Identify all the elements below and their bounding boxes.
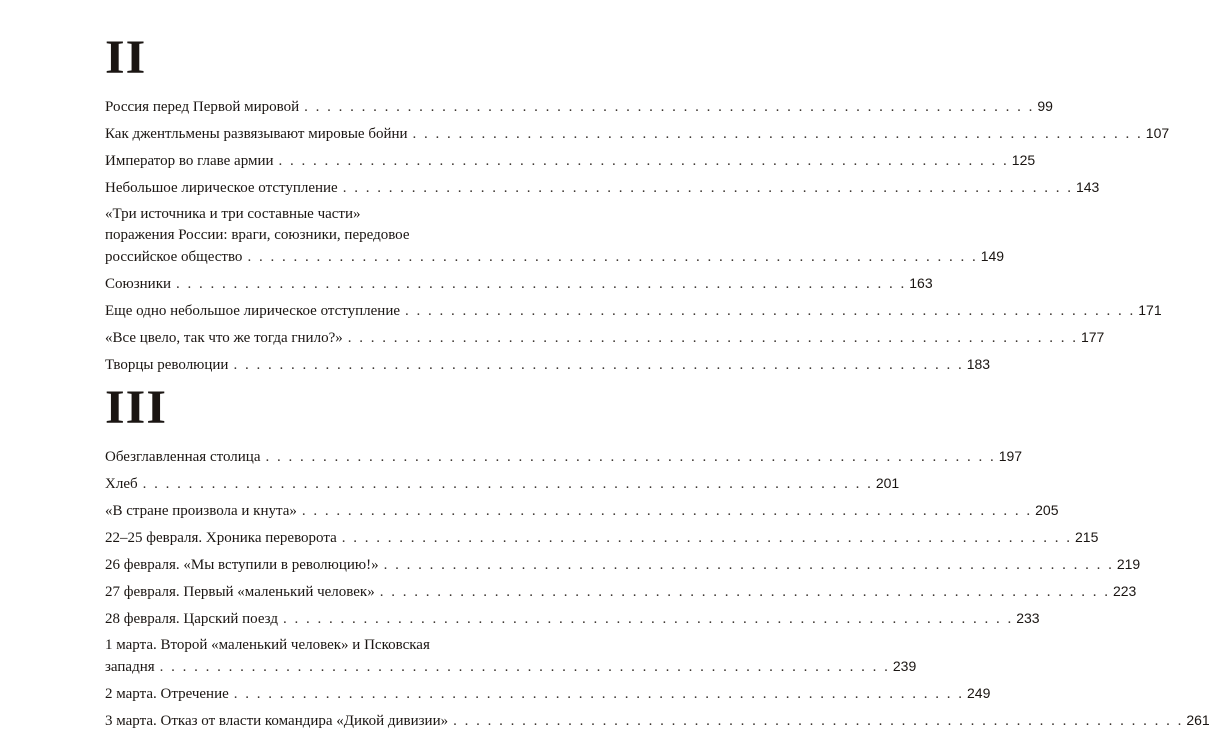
section-numeral: II <box>105 31 147 84</box>
toc-line <box>105 204 515 225</box>
toc-entry-title: «Три источника и три составные части» <box>105 206 361 222</box>
toc-entry[interactable] <box>105 446 1023 468</box>
dot-leader: . . . . . . . . . . . . . . . . . . . . . . . . . . . . . . . . . . . . . . . . . . . . . . . . . . . . . . . . . . . . . . . . <box>405 303 1136 319</box>
toc-entry-title: 2 марта. Отречение <box>105 686 229 702</box>
toc-line <box>105 123 1170 145</box>
toc-page-number: 171 <box>1138 302 1162 318</box>
dot-leader: . . . . . . . . . . . . . . . . . . . . . . . . . . . . . . . . . . . . . . . . . . . . . . . . . . . . . . . . . . . . . . . . <box>301 503 1033 519</box>
toc-page-number: 197 <box>998 448 1023 464</box>
toc-entry-title: 22–25 февраля. Хроника переворота <box>105 530 337 546</box>
toc-page-number: 149 <box>980 248 1005 264</box>
dot-leader: . . . . . . . . . . . . . . . . . . . . . . . . . . . . . . . . . . . . . . . . . . . . . . . . . . . . . . . . . . . . . . . . <box>412 126 1143 142</box>
toc-line <box>105 96 1053 118</box>
toc-entry[interactable] <box>105 150 1036 172</box>
toc-page-number: 201 <box>875 475 900 491</box>
toc-entry[interactable] <box>105 581 1137 603</box>
dot-leader: . . . . . . . . . . . . . . . . . . . . . . . . . . . . . . . . . . . . . . . . . . . . . . . . . . . . . . . . . . . . . . . . <box>342 180 1073 196</box>
dot-leader: . . . . . . . . . . . . . . . . . . . . . . . . . . . . . . . . . . . . . . . . . . . . . . . . . . . . . . . . . . . . . . . . <box>341 530 1073 546</box>
toc-page-number: 205 <box>1035 502 1059 518</box>
toc-page-number: 125 <box>1011 152 1036 168</box>
toc-line <box>105 150 1036 172</box>
dot-leader: . . . . . . . . . . . . . . . . . . . . . . . . . . . . . . . . . . . . . . . . . . . . . . . . . . . . . . . . . . . . . . . . <box>383 557 1114 573</box>
toc-line <box>105 710 1210 732</box>
toc-line <box>105 246 1005 268</box>
toc-page-number: 233 <box>1016 610 1040 626</box>
toc-entry[interactable] <box>105 96 1053 118</box>
toc-line <box>105 581 1137 603</box>
dot-leader: . . . . . . . . . . . . . . . . . . . . . . . . . . . . . . . . . . . . . . . . . . . . . . . . . . . . . . . . . . . . . . . . <box>159 659 890 675</box>
toc-line <box>105 300 1162 322</box>
toc-entry-title: 26 февраля. «Мы вступили в революцию!» <box>105 557 379 573</box>
toc-entry-title: 1 марта. Второй «маленький человек» и Псковская <box>105 637 430 653</box>
toc-entry-title: Небольшое лирическое отступление <box>105 180 338 196</box>
dot-leader: . . . . . . . . . . . . . . . . . . . . . . . . . . . . . . . . . . . . . . . . . . . . . . . . . . . . . . . . . . . . . . . . <box>265 449 996 465</box>
toc-entry[interactable] <box>105 327 1105 349</box>
dot-leader: . . . . . . . . . . . . . . . . . . . . . . . . . . . . . . . . . . . . . . . . . . . . . . . . . . . . . . . . . . . . . . . . <box>247 249 978 265</box>
dot-leader: . . . . . . . . . . . . . . . . . . . . . . . . . . . . . . . . . . . . . . . . . . . . . . . . . . . . . . . . . . . . . . . . <box>176 276 907 292</box>
toc-page-number: 215 <box>1075 529 1099 545</box>
toc-entry-title: «В стране произвола и кнута» <box>105 503 297 519</box>
toc-line <box>105 683 991 705</box>
toc-entry[interactable] <box>105 473 900 495</box>
toc-page-number: 107 <box>1145 125 1170 141</box>
toc-entry[interactable] <box>105 500 1059 522</box>
toc-entry-title: Император во главе армии <box>105 153 274 169</box>
dot-leader: . . . . . . . . . . . . . . . . . . . . . . . . . . . . . . . . . . . . . . . . . . . . . . . . . . . . . . . . . . . . . . . . <box>379 584 1110 600</box>
toc-entry-title: поражения России: враги, союзники, передовое <box>105 227 410 243</box>
dot-leader: . . . . . . . . . . . . . . . . . . . . . . . . . . . . . . . . . . . . . . . . . . . . . . . . . . . . . . . . . . . . . . . . <box>304 99 1035 115</box>
toc-entry[interactable] <box>105 635 917 678</box>
toc-entry-title: 27 февраля. Первый «маленький человек» <box>105 584 375 600</box>
toc-section-3 <box>105 381 1210 737</box>
toc-page-number: 219 <box>1116 556 1141 572</box>
toc-page-number: 183 <box>966 356 991 372</box>
toc-section-2 <box>105 31 1170 381</box>
toc-entry-title: российское общество <box>105 249 243 265</box>
toc-entry-title: Россия перед Первой мировой <box>105 99 300 115</box>
toc-page-number: 239 <box>892 658 917 674</box>
toc-entry-title: 28 февраля. Царский поезд <box>105 611 278 627</box>
dot-leader: . . . . . . . . . . . . . . . . . . . . . . . . . . . . . . . . . . . . . . . . . . . . . . . . . . . . . . . . . . . . . . . . <box>282 611 1014 627</box>
dot-leader: . . . . . . . . . . . . . . . . . . . . . . . . . . . . . . . . . . . . . . . . . . . . . . . . . . . . . . . . . . . . . . . . <box>233 357 964 373</box>
toc-entry-title: 3 марта. Отказ от власти командира «Дикой дивизии» <box>105 713 449 729</box>
toc-entry[interactable] <box>105 123 1170 145</box>
dot-leader: . . . . . . . . . . . . . . . . . . . . . . . . . . . . . . . . . . . . . . . . . . . . . . . . . . . . . . . . . . . . . . . . <box>453 713 1184 729</box>
dot-leader: . . . . . . . . . . . . . . . . . . . . . . . . . . . . . . . . . . . . . . . . . . . . . . . . . . . . . . . . . . . . . . . . <box>142 476 873 492</box>
toc-entry[interactable] <box>105 683 991 705</box>
toc-entry-title: Союзники <box>105 276 172 292</box>
toc-line <box>105 554 1141 576</box>
toc-entry-title: Хлеб <box>105 476 138 492</box>
toc-page-number: 223 <box>1112 583 1137 599</box>
dot-leader: . . . . . . . . . . . . . . . . . . . . . . . . . . . . . . . . . . . . . . . . . . . . . . . . . . . . . . . . . . . . . . . . <box>347 330 1078 346</box>
toc-entry[interactable] <box>105 527 1099 549</box>
toc-page-number: 163 <box>909 275 933 291</box>
toc-line <box>105 635 515 656</box>
toc-entry[interactable] <box>105 354 991 376</box>
toc-entry[interactable] <box>105 710 1210 732</box>
section-numeral: III <box>105 381 167 434</box>
toc-page-number: 177 <box>1080 329 1105 345</box>
toc-line <box>105 273 933 295</box>
toc-page-number: 261 <box>1186 712 1210 728</box>
toc-line <box>105 225 515 246</box>
toc-entry[interactable] <box>105 300 1162 322</box>
toc-entry-title: Как джентльмены развязывают мировые бойни <box>105 126 408 142</box>
toc-line <box>105 500 1059 522</box>
toc-entry-title: Творцы революции <box>105 357 229 373</box>
toc-line <box>105 656 917 678</box>
toc-page-number: 99 <box>1037 98 1053 114</box>
toc-line <box>105 327 1105 349</box>
toc-entry-list <box>105 96 1170 376</box>
toc-line <box>105 354 991 376</box>
toc-line <box>105 177 1100 199</box>
toc-line <box>105 608 1040 630</box>
toc-entry-list <box>105 446 1210 732</box>
toc-entry[interactable] <box>105 554 1141 576</box>
dot-leader: . . . . . . . . . . . . . . . . . . . . . . . . . . . . . . . . . . . . . . . . . . . . . . . . . . . . . . . . . . . . . . . . <box>233 686 965 702</box>
toc-entry[interactable] <box>105 273 933 295</box>
toc-line <box>105 446 1023 468</box>
dot-leader: . . . . . . . . . . . . . . . . . . . . . . . . . . . . . . . . . . . . . . . . . . . . . . . . . . . . . . . . . . . . . . . . <box>278 153 1009 169</box>
toc-page-number: 143 <box>1075 179 1100 195</box>
toc-entry-title: Обезглавленная столица <box>105 449 261 465</box>
toc-entry[interactable] <box>105 177 1100 199</box>
toc-page-number: 249 <box>967 685 991 701</box>
toc-entry-title: «Все цвело, так что же тогда гнило?» <box>105 330 343 346</box>
toc-entry-title: Еще одно небольшое лирическое отступление <box>105 303 401 319</box>
toc-entry[interactable] <box>105 204 1005 268</box>
toc-entry-title: западня <box>105 659 155 675</box>
toc-line <box>105 473 900 495</box>
toc-entry[interactable] <box>105 608 1040 630</box>
toc-line <box>105 527 1099 549</box>
